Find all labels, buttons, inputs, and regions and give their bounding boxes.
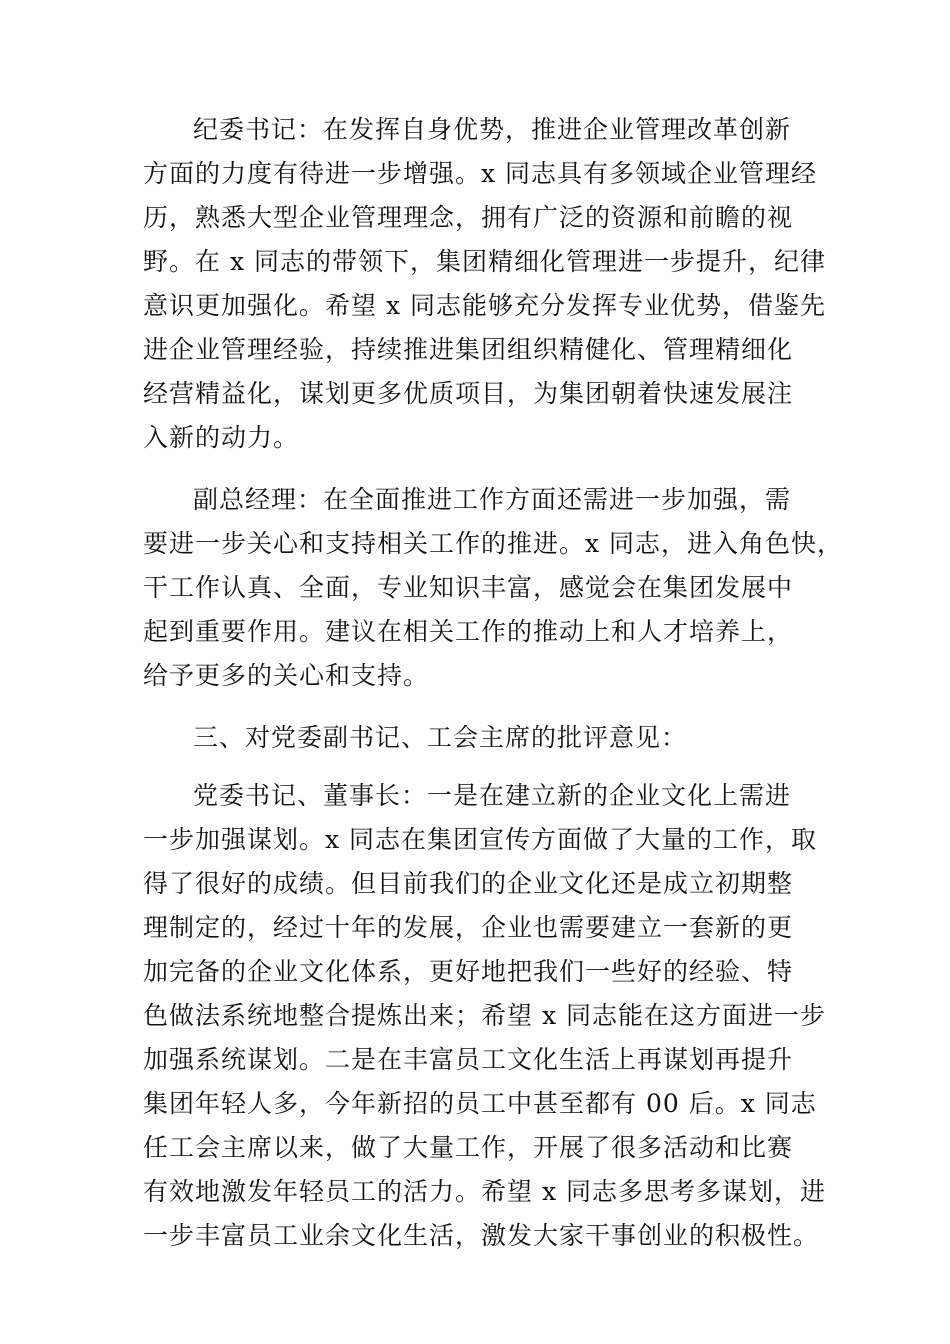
text-line: 方面的力度有待进一步增强。x 同志具有多领域企业管理经: [143, 159, 818, 188]
text-line: 加完备的企业文化体系，更好地把我们一些好的经验、特: [143, 957, 794, 986]
text-line: 经营精益化，谋划更多优质项目，为集团朝着快速发展注: [143, 379, 794, 408]
text-line: 集团年轻人多，今年新招的员工中甚至都有 00 后。x 同志: [143, 1089, 817, 1118]
text-line: 一步丰富员工业余文化生活，激发大家干事创业的积极性。: [143, 1221, 820, 1250]
paragraph-deputy-general-manager: [143, 478, 844, 698]
text-line: 理制定的，经过十年的发展，企业也需要建立一套新的更: [143, 913, 794, 942]
text-line: 副总经理：在全面推进工作方面还需进一步加强，需: [193, 485, 792, 514]
text-line: 历，熟悉大型企业管理理念，拥有广泛的资源和前瞻的视: [143, 203, 794, 232]
paragraph-discipline-secretary: [143, 108, 826, 460]
text-line: 党委书记、董事长：一是在建立新的企业文化上需进: [193, 781, 792, 810]
text-line: 给予更多的关心和支持。: [143, 661, 430, 690]
text-line: 得了很好的成绩。但目前我们的企业文化还是成立初期整: [143, 869, 794, 898]
text-line: 要进一步关心和支持相关工作的推进。x 同志，进入角色快，: [143, 529, 844, 558]
section-heading: [143, 716, 823, 760]
paragraph-party-secretary-chairman: [143, 774, 826, 1258]
text-line: 有效地激发年轻员工的活力。希望 x 同志多思考多谋划，进: [143, 1177, 826, 1206]
text-line: 任工会主席以来，做了大量工作，开展了很多活动和比赛: [143, 1133, 794, 1162]
section-heading-text: 三、对党委副书记、工会主席的批评意见：: [193, 723, 688, 752]
text-line: 进企业管理经验，持续推进集团组织精健化、管理精细化: [143, 335, 794, 364]
text-line: 纪委书记：在发挥自身优势，推进企业管理改革创新: [193, 115, 792, 144]
text-line: 野。在 x 同志的带领下，集团精细化管理进一步提升，纪律: [143, 247, 826, 276]
text-line: 一步加强谋划。x 同志在集团宣传方面做了大量的工作，取: [143, 825, 818, 854]
text-line: 入新的动力。: [143, 423, 300, 452]
text-line: 意识更加强化。希望 x 同志能够充分发挥专业优势，借鉴先: [143, 291, 826, 320]
document-body: [143, 108, 844, 1276]
text-line: 起到重要作用。建议在相关工作的推动上和人才培养上，: [143, 617, 794, 646]
text-line: 干工作认真、全面，专业知识丰富，感觉会在集团发展中: [143, 573, 794, 602]
text-line: 色做法系统地整合提炼出来；希望 x 同志能在这方面进一步: [143, 1001, 826, 1030]
text-line: 加强系统谋划。二是在丰富员工文化生活上再谋划再提升: [143, 1045, 794, 1074]
